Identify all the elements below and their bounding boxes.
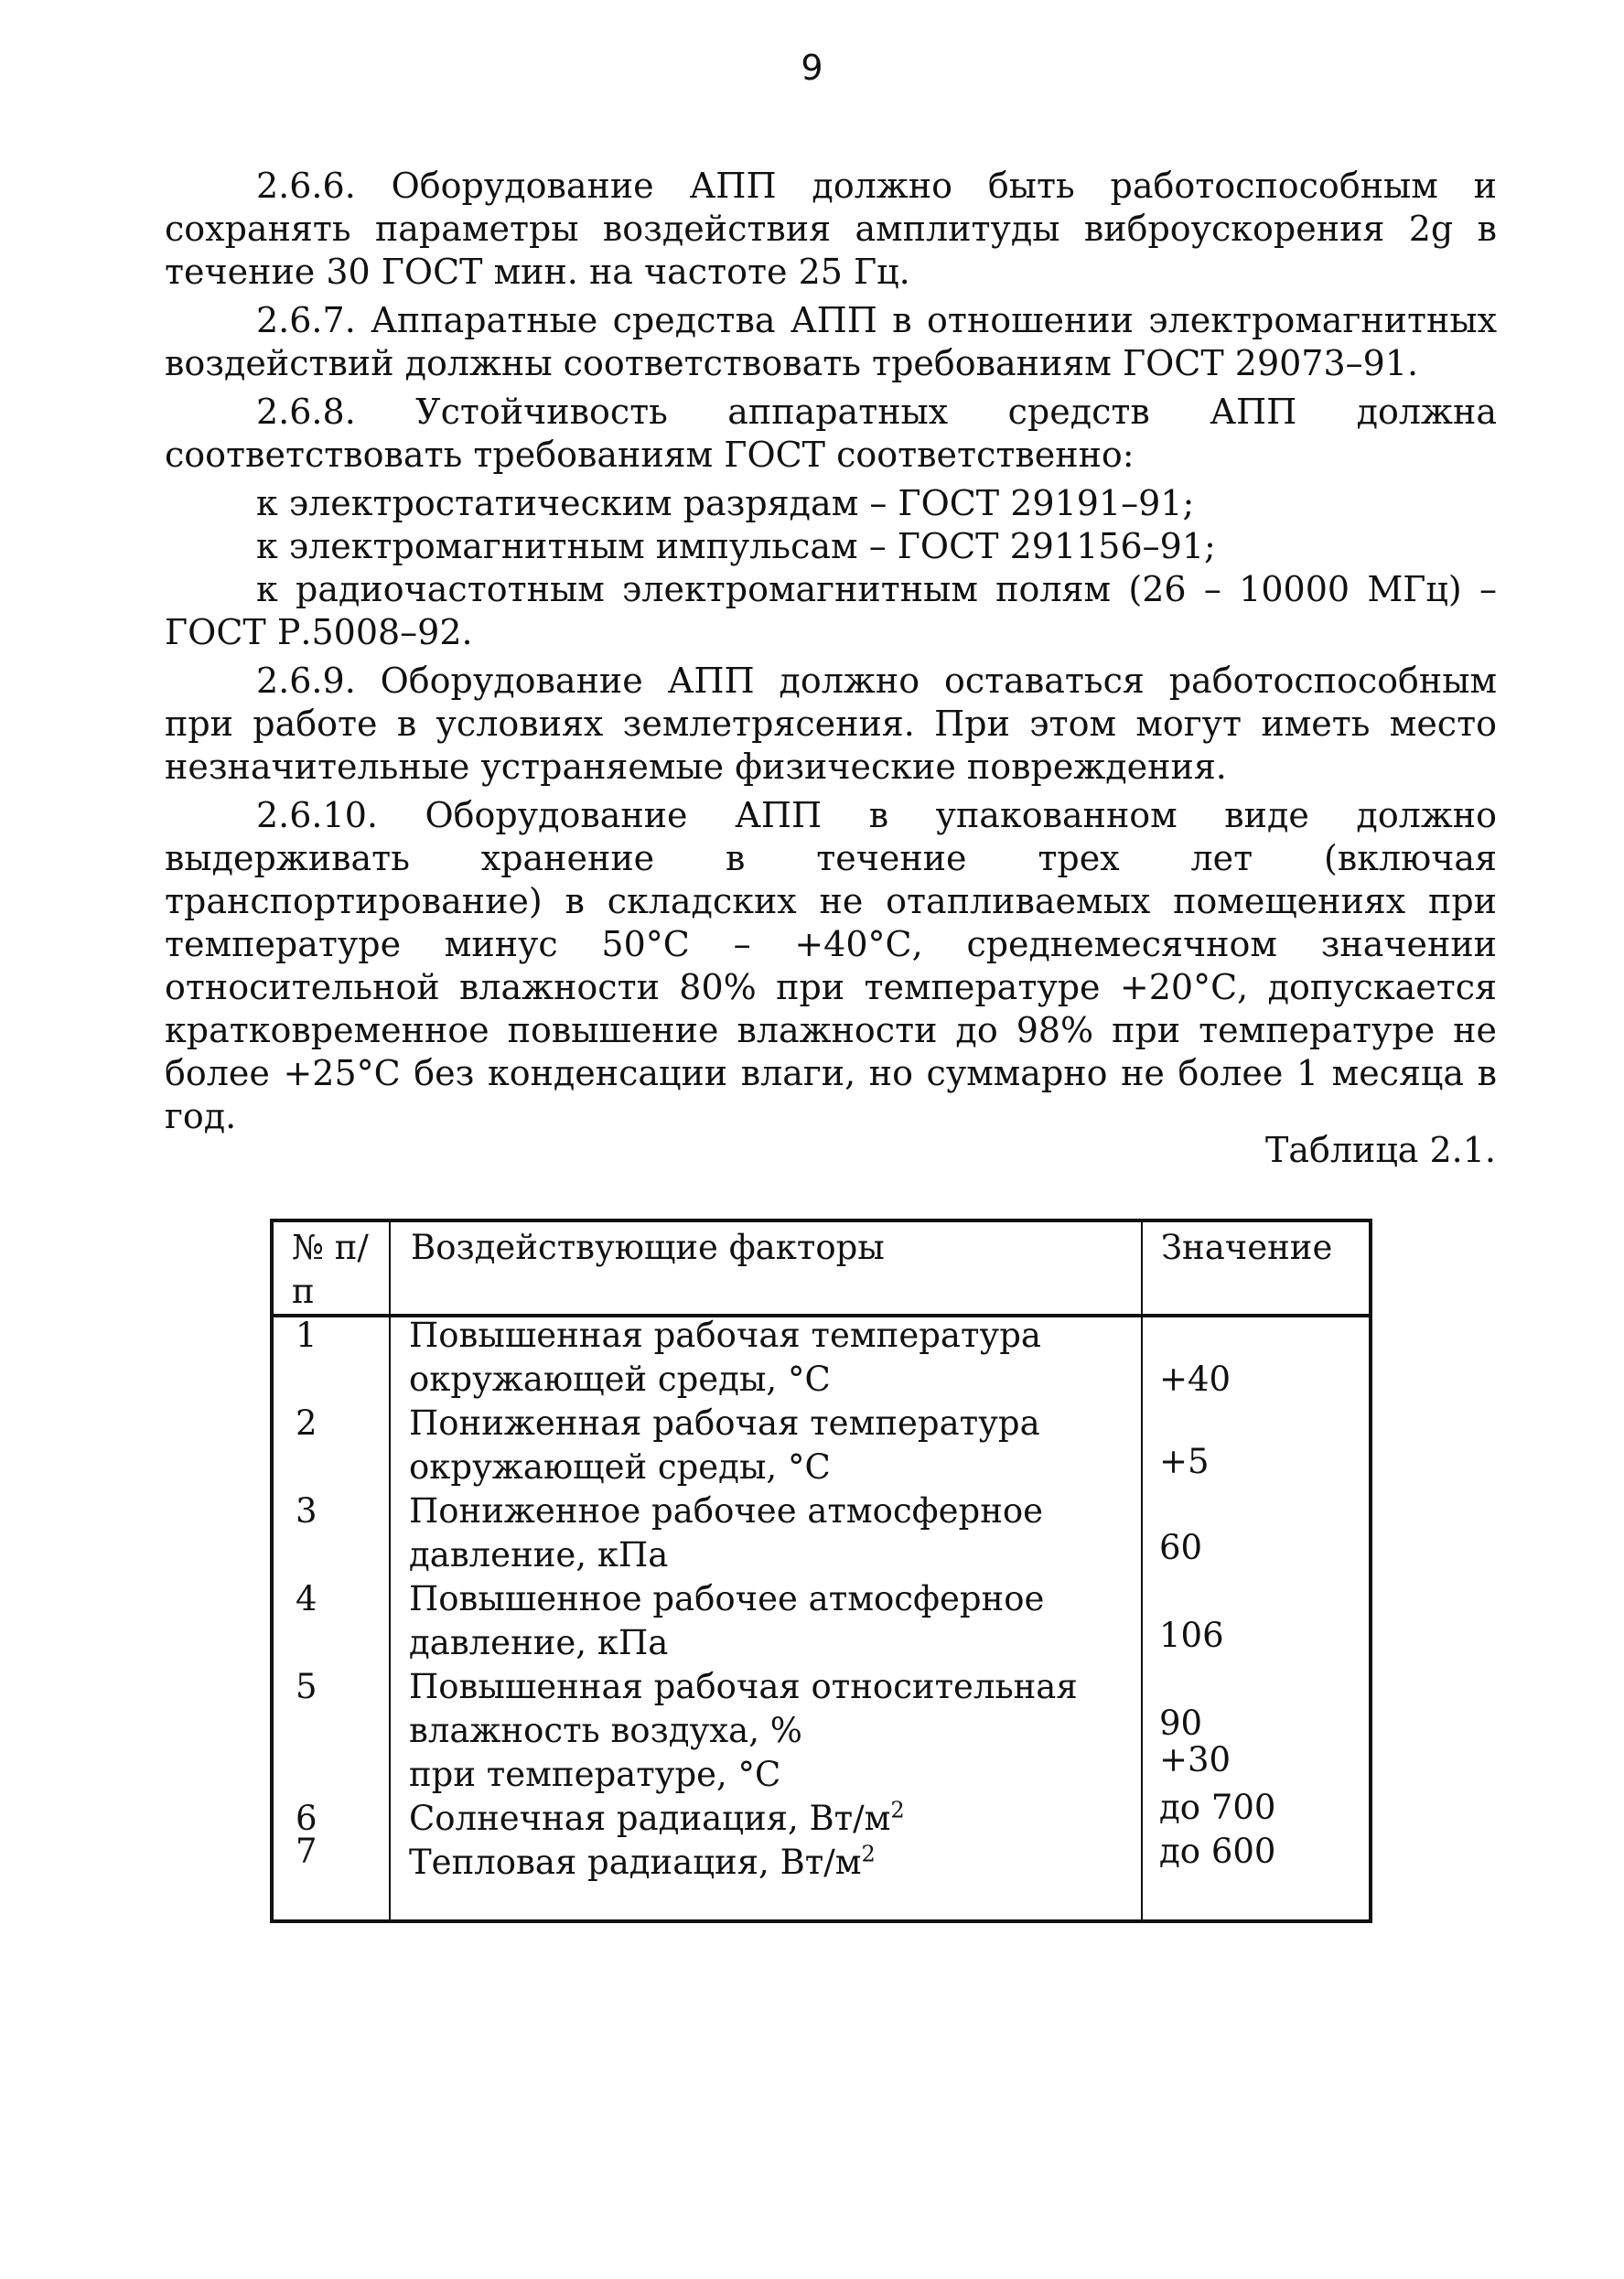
- row-num: 3: [296, 1491, 317, 1531]
- paragraph-2-6-8: 2.6.8. Устойчивость аппаратных средств АПП должна соответствовать требованиям ГОСТ соответственно:: [165, 392, 1497, 475]
- row-value: 60: [1159, 1528, 1203, 1567]
- row-value: до 600: [1159, 1832, 1276, 1871]
- paragraph-2-6-6: 2.6.6. Оборудование АПП должно быть работоспособным и сохранять параметры воздействия амплитуды виброускорения 2g в течение 30 ГОСТ мин. на частоте 25 Гц.: [165, 166, 1497, 292]
- row-factor: Повышенная рабочая температура окружающей среды, °С: [409, 1316, 1041, 1399]
- row-value: 90: [1159, 1704, 1203, 1743]
- header-factors: Воздействующие факторы: [411, 1228, 885, 1267]
- header-value: Значение: [1161, 1228, 1333, 1267]
- row-value: до 700: [1159, 1788, 1276, 1827]
- row-factor: [409, 1797, 1132, 1841]
- paragraph-2-6-7: 2.6.7. Аппаратные средства АПП в отношении электромагнитных воздействий должны соответствовать требованиям ГОСТ 29073–91.: [165, 300, 1497, 383]
- row-value: +5: [1159, 1442, 1210, 1481]
- row-factor: Пониженная рабочая температура окружающей среды, °С: [409, 1403, 1040, 1487]
- page-number: 9: [801, 48, 823, 88]
- row-num: 2: [296, 1403, 317, 1443]
- list-item-electromagnetic-impulse: к электромагнитным импульсам – ГОСТ 291156–91;: [256, 526, 1216, 566]
- paragraph-2-6-9: 2.6.9. Оборудование АПП должно оставаться работоспособным при работе в условиях землетрясения. При этом могут иметь место незначительные устраняемые физические повреждения.: [165, 661, 1497, 787]
- row-factor: Повышенная рабочая относительная влажность воздуха, %: [409, 1667, 1078, 1750]
- document-body: [165, 165, 1497, 1144]
- row-factor: Пониженное рабочее атмосферное давление, кПа: [409, 1491, 1044, 1575]
- row-num: 5: [296, 1667, 317, 1706]
- column-divider: [389, 1222, 391, 1919]
- row-num: 1: [296, 1316, 317, 1355]
- row-factor-text: Тепловая радиация, Вт/м: [409, 1843, 862, 1882]
- row-value: 106: [1159, 1616, 1224, 1655]
- column-divider: [1141, 1222, 1143, 1919]
- row-num: 6: [296, 1799, 317, 1838]
- row-factor-text: Солнечная радиация, Вт/м: [409, 1799, 891, 1838]
- row-num: 7: [296, 1832, 317, 1871]
- factors-table: [270, 1219, 1372, 1923]
- list-item-radio-frequency: к радиочастотным электромагнитным полям (26 – 10000 МГц) –ГОСТ Р.5008–92.: [165, 569, 1497, 652]
- row-factor: Повышенное рабочее атмосферное давление, кПа: [409, 1579, 1045, 1662]
- superscript: 2: [861, 1841, 876, 1867]
- superscript: 2: [890, 1797, 905, 1823]
- row-num: 4: [296, 1579, 317, 1618]
- row-factor: при температуре, °С: [409, 1755, 781, 1794]
- row-value: +40: [1159, 1360, 1231, 1399]
- list-item-electrostatic: к электростатическим разрядам – ГОСТ 29191–91;: [256, 483, 1195, 523]
- header-num: № п/п: [292, 1228, 369, 1311]
- paragraph-2-6-10: 2.6.10. Оборудование АПП в упакованном виде должно выдерживать хранение в течение трех лет (включая транспортирование) в складских не отапливаемых помещениях при температуре минус 50°С – +40°С, среднемесячном значении относительной влажности 80% при температуре +20°С, допускается кратковременное повышение влажности до 98% при температуре не более +25°С без конденсации влаги, но суммарно не более 1 месяца в год.: [165, 795, 1497, 1136]
- table-caption: Таблица 2.1.: [1264, 1130, 1496, 1170]
- row-value: +30: [1159, 1740, 1231, 1779]
- row-factor: [409, 1841, 1132, 1885]
